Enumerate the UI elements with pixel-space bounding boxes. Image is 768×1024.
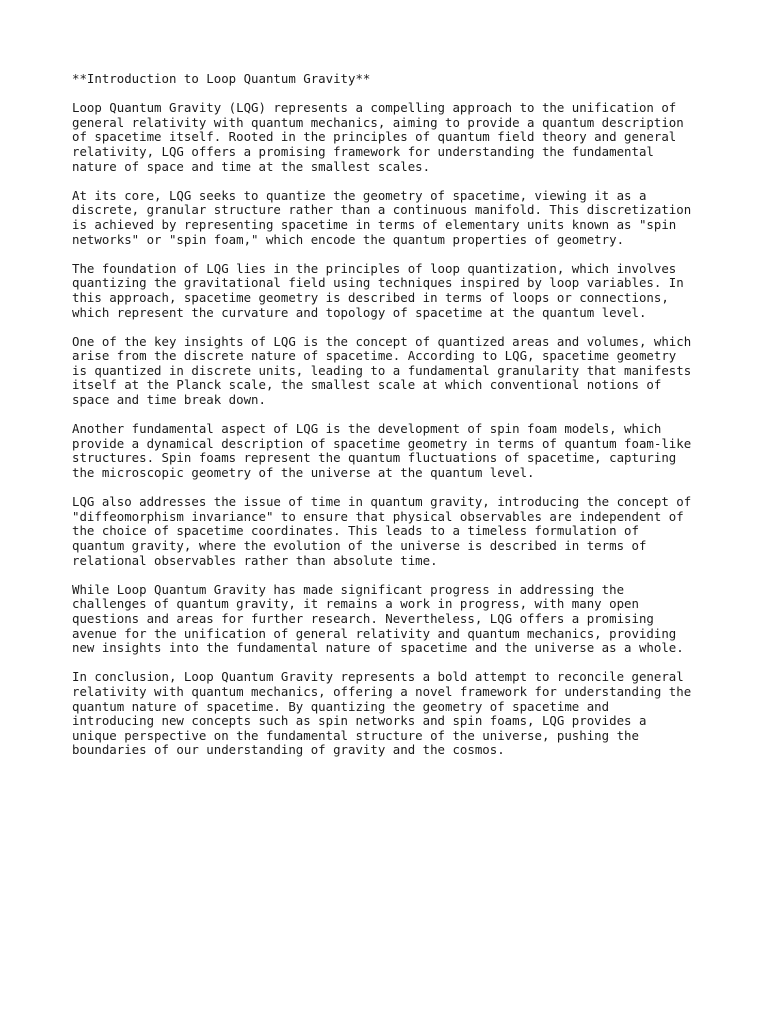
paragraph-intro: Loop Quantum Gravity (LQG) represents a compelling approach to the unification of general relativity with quantum mechanics, aiming to provide a quantum description of spacetime itself. Rooted in the principles of quantum field theory and general relativity, LQG offers a promising framework for understanding the fundamental nature of space and time at the smallest scales.: [72, 100, 684, 174]
paragraph-core: At its core, LQG seeks to quantize the geometry of spacetime, viewing it as a discrete, granular structure rather than a continuous manifold. This discretization is achieved by representing spacetime in terms of elementary units known as "spin networks" or "spin foam," which encode the quantum properties of geometry.: [72, 187, 692, 247]
document-title: **Introduction to Loop Quantum Gravity**: [72, 71, 371, 86]
paragraph-time: LQG also addresses the issue of time in quantum gravity, introducing the concept of "diffeomorphism invariance" to ensure that physical observables are independent of the choice of spacetime coordinates. This leads to a timeless formulation of quantum gravity, where the evolution of the universe is described in terms of relational observables rather than absolute time.: [72, 494, 692, 568]
document-body: [72, 72, 732, 773]
paragraph-quantized-areas: One of the key insights of LQG is the concept of quantized areas and volumes, which arise from the discrete nature of spacetime. According to LQG, spacetime geometry is quantized in discrete units, leading to a fundamental granularity that manifests itself at the Planck scale, the smallest scale at which conventional notions of space and time break down.: [72, 333, 692, 408]
paragraph-conclusion: In conclusion, Loop Quantum Gravity represents a bold attempt to reconcile general relativity with quantum mechanics, offering a novel framework for understanding the quantum nature of spacetime. By quantizing the geometry of spacetime and introducing new concepts such as spin networks and spin foams, LQG provides a unique perspective on the fundamental structure of the universe, pushing the boundaries of our understanding of gravity and the cosmos.: [72, 669, 692, 758]
paragraph-foundation: The foundation of LQG lies in the principles of loop quantization, which involves quantizing the gravitational field using techniques inspired by loop variables. In this approach, spacetime geometry is described in terms of loops or connections, which represent the curvature and topology of spacetime at the quantum level.: [72, 260, 684, 320]
paragraph-progress: While Loop Quantum Gravity has made significant progress in addressing the challenges of quantum gravity, it remains a work in progress, with many open questions and areas for further research. Nevertheless, LQG offers a promising avenue for the unification of general relativity and quantum mechanics, providing new insights into the fundamental nature of spacetime and the universe as a whole.: [72, 581, 684, 656]
paragraph-spin-foam: Another fundamental aspect of LQG is the development of spin foam models, which provide a dynamical description of spacetime geometry in terms of quantum foam-like structures. Spin foams represent the quantum fluctuations of spacetime, capturing the microscopic geometry of the universe at the quantum level.: [72, 421, 692, 481]
